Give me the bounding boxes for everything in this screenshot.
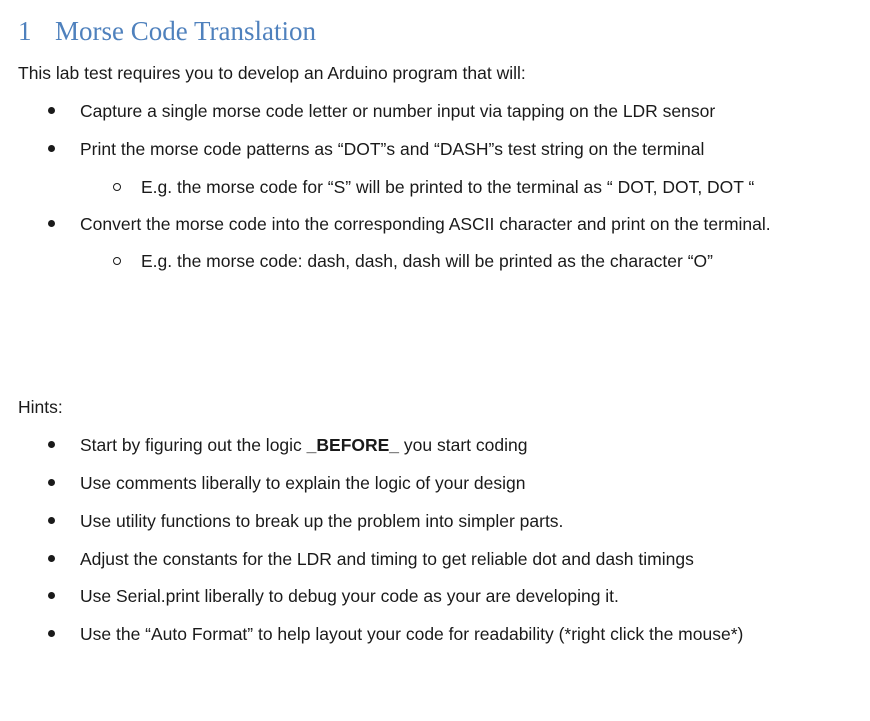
bullet-dot-icon [48, 479, 55, 486]
hint-text: you start coding [399, 435, 528, 455]
section-number: 1 [18, 16, 32, 46]
bullet-dot-icon [48, 555, 55, 562]
section-title: Morse Code Translation [55, 16, 317, 46]
hints-label: Hints: [18, 397, 63, 417]
bullet-dot-icon [48, 220, 55, 227]
hint-item: Use utility functions to break up the problem into simpler parts. [80, 511, 564, 531]
requirement-item: Convert the morse code into the corresponding ASCII character and print on the terminal. [80, 214, 771, 234]
bullet-dot-icon [48, 145, 55, 152]
requirement-subitem: E.g. the morse code: dash, dash, dash will be printed as the character “O” [141, 251, 713, 271]
bullet-dot-icon [48, 517, 55, 524]
requirement-subitem: E.g. the morse code for “S” will be printed to the terminal as “ DOT, DOT, DOT “ [141, 177, 755, 197]
hint-emphasis: _BEFORE_ [306, 435, 400, 455]
hint-item [80, 434, 527, 456]
hint-item: Use the “Auto Format” to help layout your code for readability (*right click the mouse*) [80, 624, 744, 644]
requirement-item: Print the morse code patterns as “DOT”s and “DASH”s test string on the terminal [80, 139, 705, 159]
intro-paragraph: This lab test requires you to develop an Arduino program that will: [18, 63, 526, 83]
bullet-dot-icon [48, 441, 55, 448]
hint-item: Adjust the constants for the LDR and timing to get reliable dot and dash timings [80, 549, 694, 569]
bullet-dot-icon [48, 592, 55, 599]
bullet-circle-icon [113, 257, 121, 265]
hint-item: Use comments liberally to explain the logic of your design [80, 473, 526, 493]
hint-text: Start by figuring out the logic [80, 435, 307, 455]
bullet-dot-icon [48, 107, 55, 114]
requirement-item: Capture a single morse code letter or number input via tapping on the LDR sensor [80, 101, 716, 121]
bullet-circle-icon [113, 183, 121, 191]
hint-item: Use Serial.print liberally to debug your code as your are developing it. [80, 586, 619, 606]
section-heading [18, 16, 316, 47]
bullet-dot-icon [48, 630, 55, 637]
